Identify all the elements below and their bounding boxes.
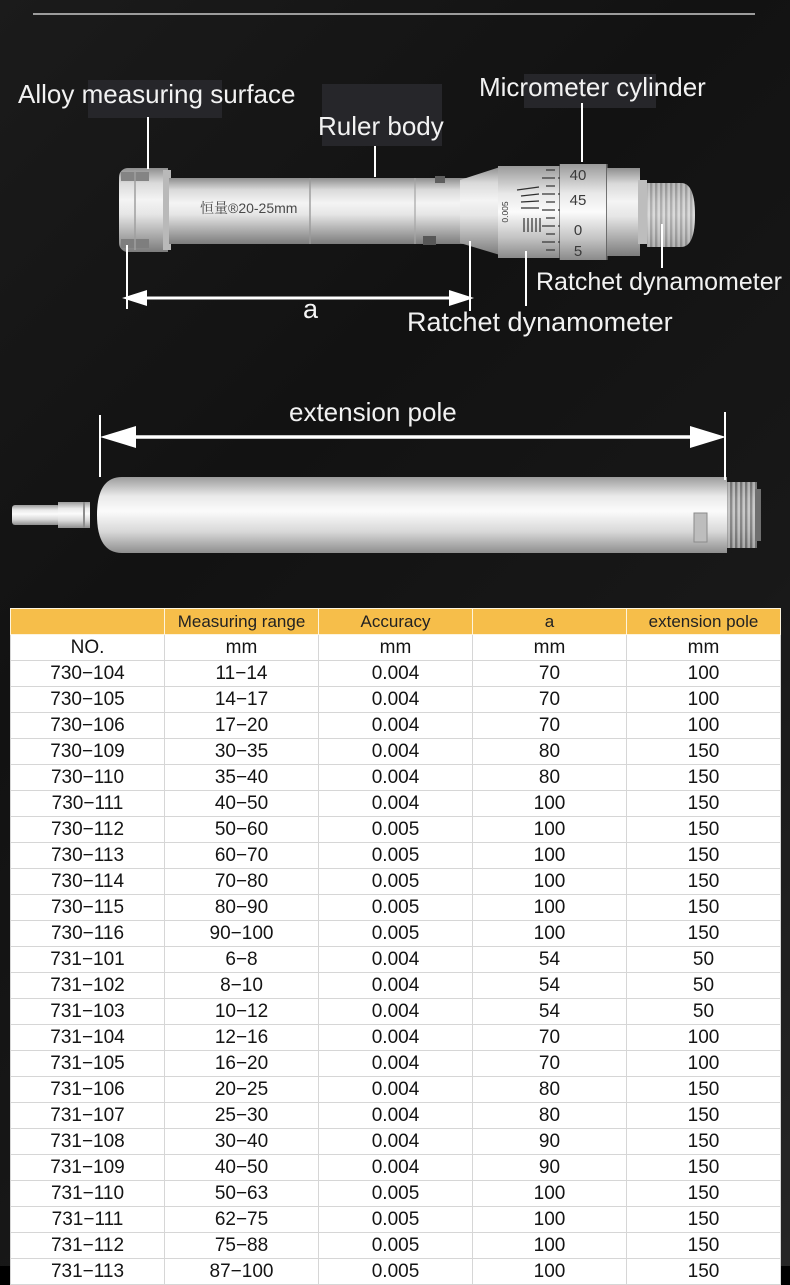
table-cell: 50−60 — [165, 817, 319, 843]
table-cell: 150 — [627, 1155, 781, 1181]
table-cell: 87−100 — [165, 1259, 319, 1285]
pole-cylinder — [97, 477, 727, 553]
table-cell: 100 — [627, 1025, 781, 1051]
table-cell: 100 — [473, 1259, 627, 1285]
dim-a-arrow — [120, 287, 476, 309]
leader-line-ruler-body — [374, 146, 376, 177]
table-cell: 80−90 — [165, 895, 319, 921]
table-cell: 0.004 — [319, 713, 473, 739]
table-cell: 731−105 — [11, 1051, 165, 1077]
table-row — [11, 843, 781, 869]
table-cell: 150 — [627, 1233, 781, 1259]
table-cell: 0.004 — [319, 947, 473, 973]
table-cell: 54 — [473, 973, 627, 999]
table-cell: 8−10 — [165, 973, 319, 999]
table-row — [11, 765, 781, 791]
table-cell: 0.005 — [319, 817, 473, 843]
table-cell: 100 — [473, 843, 627, 869]
table-cell: 731−112 — [11, 1233, 165, 1259]
table-cell: 0.004 — [319, 999, 473, 1025]
table-cell: 100 — [473, 1233, 627, 1259]
svg-text:40: 40 — [569, 167, 587, 184]
table-cell: 731−103 — [11, 999, 165, 1025]
table-row — [11, 1181, 781, 1207]
table-cell: 0.004 — [319, 1129, 473, 1155]
svg-text:5: 5 — [573, 243, 583, 260]
table-header-row — [11, 609, 781, 635]
body-marking-text: 恒量®20-25mm — [200, 200, 298, 216]
table-cell: 54 — [473, 999, 627, 1025]
table-cell: 0.005 — [319, 921, 473, 947]
table-cell: 0.004 — [319, 765, 473, 791]
table-cell: 150 — [627, 765, 781, 791]
table-cell: 90 — [473, 1155, 627, 1181]
table-cell: 0.004 — [319, 1155, 473, 1181]
table-cell: 40−50 — [165, 791, 319, 817]
table-cell: 150 — [627, 1259, 781, 1285]
table-row — [11, 687, 781, 713]
units-cell: mm — [165, 635, 319, 661]
table-cell: 0.004 — [319, 1025, 473, 1051]
table-cell: 17−20 — [165, 713, 319, 739]
table-cell: 731−111 — [11, 1207, 165, 1233]
table-cell: 100 — [473, 1207, 627, 1233]
table-cell: 0.004 — [319, 687, 473, 713]
label-alloy-measuring-surface: Alloy measuring surface — [18, 79, 296, 109]
header-cell-a: a — [473, 609, 627, 635]
table-cell: 731−102 — [11, 973, 165, 999]
table-row — [11, 1129, 781, 1155]
table-cell: 730−111 — [11, 791, 165, 817]
table-cell: 70 — [473, 1025, 627, 1051]
table-cell: 730−109 — [11, 739, 165, 765]
table-cell: 150 — [627, 1077, 781, 1103]
table-cell: 80 — [473, 1077, 627, 1103]
table-cell: 54 — [473, 947, 627, 973]
table-cell: 731−110 — [11, 1181, 165, 1207]
table-cell: 731−109 — [11, 1155, 165, 1181]
table-cell: 100 — [473, 921, 627, 947]
table-cell: 150 — [627, 1103, 781, 1129]
label-ratchet-dynamometer-bottom: Ratchet dynamometer — [407, 307, 673, 337]
spec-table — [10, 608, 780, 1285]
table-cell: 150 — [627, 817, 781, 843]
table-cell: 730−113 — [11, 843, 165, 869]
table-cell: 100 — [627, 687, 781, 713]
table-row — [11, 895, 781, 921]
table-row — [11, 869, 781, 895]
table-row — [11, 713, 781, 739]
ratchet-knob — [647, 183, 695, 247]
table-cell: 80 — [473, 739, 627, 765]
table-cell: 0.004 — [319, 661, 473, 687]
table-cell: 50−63 — [165, 1181, 319, 1207]
table-cell: 731−104 — [11, 1025, 165, 1051]
table-cell: 731−113 — [11, 1259, 165, 1285]
units-cell: mm — [627, 635, 781, 661]
table-cell: 11−14 — [165, 661, 319, 687]
top-divider-line — [33, 13, 755, 15]
table-row — [11, 661, 781, 687]
table-row — [11, 973, 781, 999]
units-cell: mm — [319, 635, 473, 661]
table-cell: 14−17 — [165, 687, 319, 713]
table-cell: 150 — [627, 869, 781, 895]
table-cell: 0.004 — [319, 973, 473, 999]
extension-pole-illustration — [0, 465, 790, 565]
table-row — [11, 1025, 781, 1051]
table-cell: 730−110 — [11, 765, 165, 791]
table-cell: 730−104 — [11, 661, 165, 687]
table-cell: 50 — [627, 999, 781, 1025]
label-ruler-body: Ruler body — [318, 111, 444, 141]
table-cell: 90−100 — [165, 921, 319, 947]
table-cell: 731−107 — [11, 1103, 165, 1129]
table-cell: 731−106 — [11, 1077, 165, 1103]
header-cell-no — [11, 609, 165, 635]
table-cell: 25−30 — [165, 1103, 319, 1129]
table-cell: 100 — [627, 661, 781, 687]
table-cell: 0.005 — [319, 843, 473, 869]
header-cell-measuring-range: Measuring range — [165, 609, 319, 635]
micrometer-illustration — [105, 150, 705, 265]
table-cell: 731−101 — [11, 947, 165, 973]
table-cell: 730−106 — [11, 713, 165, 739]
table-cell: 30−35 — [165, 739, 319, 765]
table-cell: 150 — [627, 1207, 781, 1233]
table-cell: 70 — [473, 1051, 627, 1077]
table-cell: 0.004 — [319, 1103, 473, 1129]
table-row — [11, 1207, 781, 1233]
table-cell: 12−16 — [165, 1025, 319, 1051]
table-cell: 0.005 — [319, 1207, 473, 1233]
table-cell: 100 — [473, 791, 627, 817]
table-cell: 90 — [473, 1129, 627, 1155]
table-cell: 150 — [627, 843, 781, 869]
table-cell: 0.004 — [319, 739, 473, 765]
table-cell: 150 — [627, 921, 781, 947]
table-cell: 100 — [473, 817, 627, 843]
table-cell: 35−40 — [165, 765, 319, 791]
table-cell: 0.004 — [319, 791, 473, 817]
label-micrometer-cylinder: Micrometer cylinder — [479, 72, 706, 102]
table-cell: 730−115 — [11, 895, 165, 921]
table-cell: 60−70 — [165, 843, 319, 869]
table-row — [11, 1233, 781, 1259]
table-row — [11, 791, 781, 817]
table-row — [11, 1077, 781, 1103]
table-cell: 730−116 — [11, 921, 165, 947]
table-cell: 0.004 — [319, 1051, 473, 1077]
table-cell: 100 — [627, 713, 781, 739]
sleeve-marking-text: 0.005 — [500, 201, 510, 223]
leader-line-micrometer-cylinder — [581, 103, 583, 162]
pole-thread-end — [727, 482, 761, 548]
table-cell: 730−112 — [11, 817, 165, 843]
units-cell: mm — [473, 635, 627, 661]
leader-line-ratchet-right — [661, 224, 663, 268]
table-cell: 70 — [473, 661, 627, 687]
label-extension-pole: extension pole — [289, 397, 457, 427]
header-cell-accuracy: Accuracy — [319, 609, 473, 635]
table-cell: 150 — [627, 895, 781, 921]
table-cell: 150 — [627, 791, 781, 817]
table-cell: 80 — [473, 765, 627, 791]
spec-table-body — [11, 661, 781, 1285]
table-cell: 6−8 — [165, 947, 319, 973]
table-row — [11, 817, 781, 843]
units-cell: NO. — [11, 635, 165, 661]
table-cell: 0.004 — [319, 1077, 473, 1103]
table-cell: 150 — [627, 739, 781, 765]
table-row — [11, 1259, 781, 1285]
table-cell: 70−80 — [165, 869, 319, 895]
table-cell: 30−40 — [165, 1129, 319, 1155]
table-cell: 0.005 — [319, 869, 473, 895]
leader-line-alloy — [147, 117, 149, 169]
pole-shaft-tip — [12, 505, 60, 525]
table-cell: 20−25 — [165, 1077, 319, 1103]
table-units-row — [11, 635, 781, 661]
table-row — [11, 1051, 781, 1077]
table-cell: 80 — [473, 1103, 627, 1129]
table-row — [11, 739, 781, 765]
table-row — [11, 1155, 781, 1181]
table-cell: 50 — [627, 947, 781, 973]
label-dimension-a: a — [303, 294, 319, 324]
table-cell: 100 — [627, 1051, 781, 1077]
leader-line-ratchet-bottom — [525, 251, 527, 306]
table-row — [11, 999, 781, 1025]
table-cell: 100 — [473, 895, 627, 921]
table-cell: 730−114 — [11, 869, 165, 895]
table-cell: 0.005 — [319, 1181, 473, 1207]
table-cell: 0.005 — [319, 895, 473, 921]
table-cell: 70 — [473, 713, 627, 739]
table-cell: 100 — [473, 1181, 627, 1207]
table-cell: 10−12 — [165, 999, 319, 1025]
table-cell: 70 — [473, 687, 627, 713]
table-cell: 150 — [627, 1129, 781, 1155]
table-cell: 100 — [473, 869, 627, 895]
table-cell: 730−105 — [11, 687, 165, 713]
table-cell: 0.005 — [319, 1259, 473, 1285]
label-ratchet-dynamometer-right: Ratchet dynamometer — [536, 268, 782, 296]
header-cell-extension-pole: extension pole — [627, 609, 781, 635]
table-cell: 0.005 — [319, 1233, 473, 1259]
table-cell: 75−88 — [165, 1233, 319, 1259]
table-cell: 50 — [627, 973, 781, 999]
table-cell: 150 — [627, 1181, 781, 1207]
svg-text:0: 0 — [573, 222, 583, 239]
table-cell: 62−75 — [165, 1207, 319, 1233]
table-cell: 40−50 — [165, 1155, 319, 1181]
table-row — [11, 921, 781, 947]
thimble-tick-scale — [542, 168, 560, 256]
table-row — [11, 1103, 781, 1129]
table-cell: 16−20 — [165, 1051, 319, 1077]
svg-text:45: 45 — [569, 192, 587, 209]
table-row — [11, 947, 781, 973]
table-cell: 731−108 — [11, 1129, 165, 1155]
